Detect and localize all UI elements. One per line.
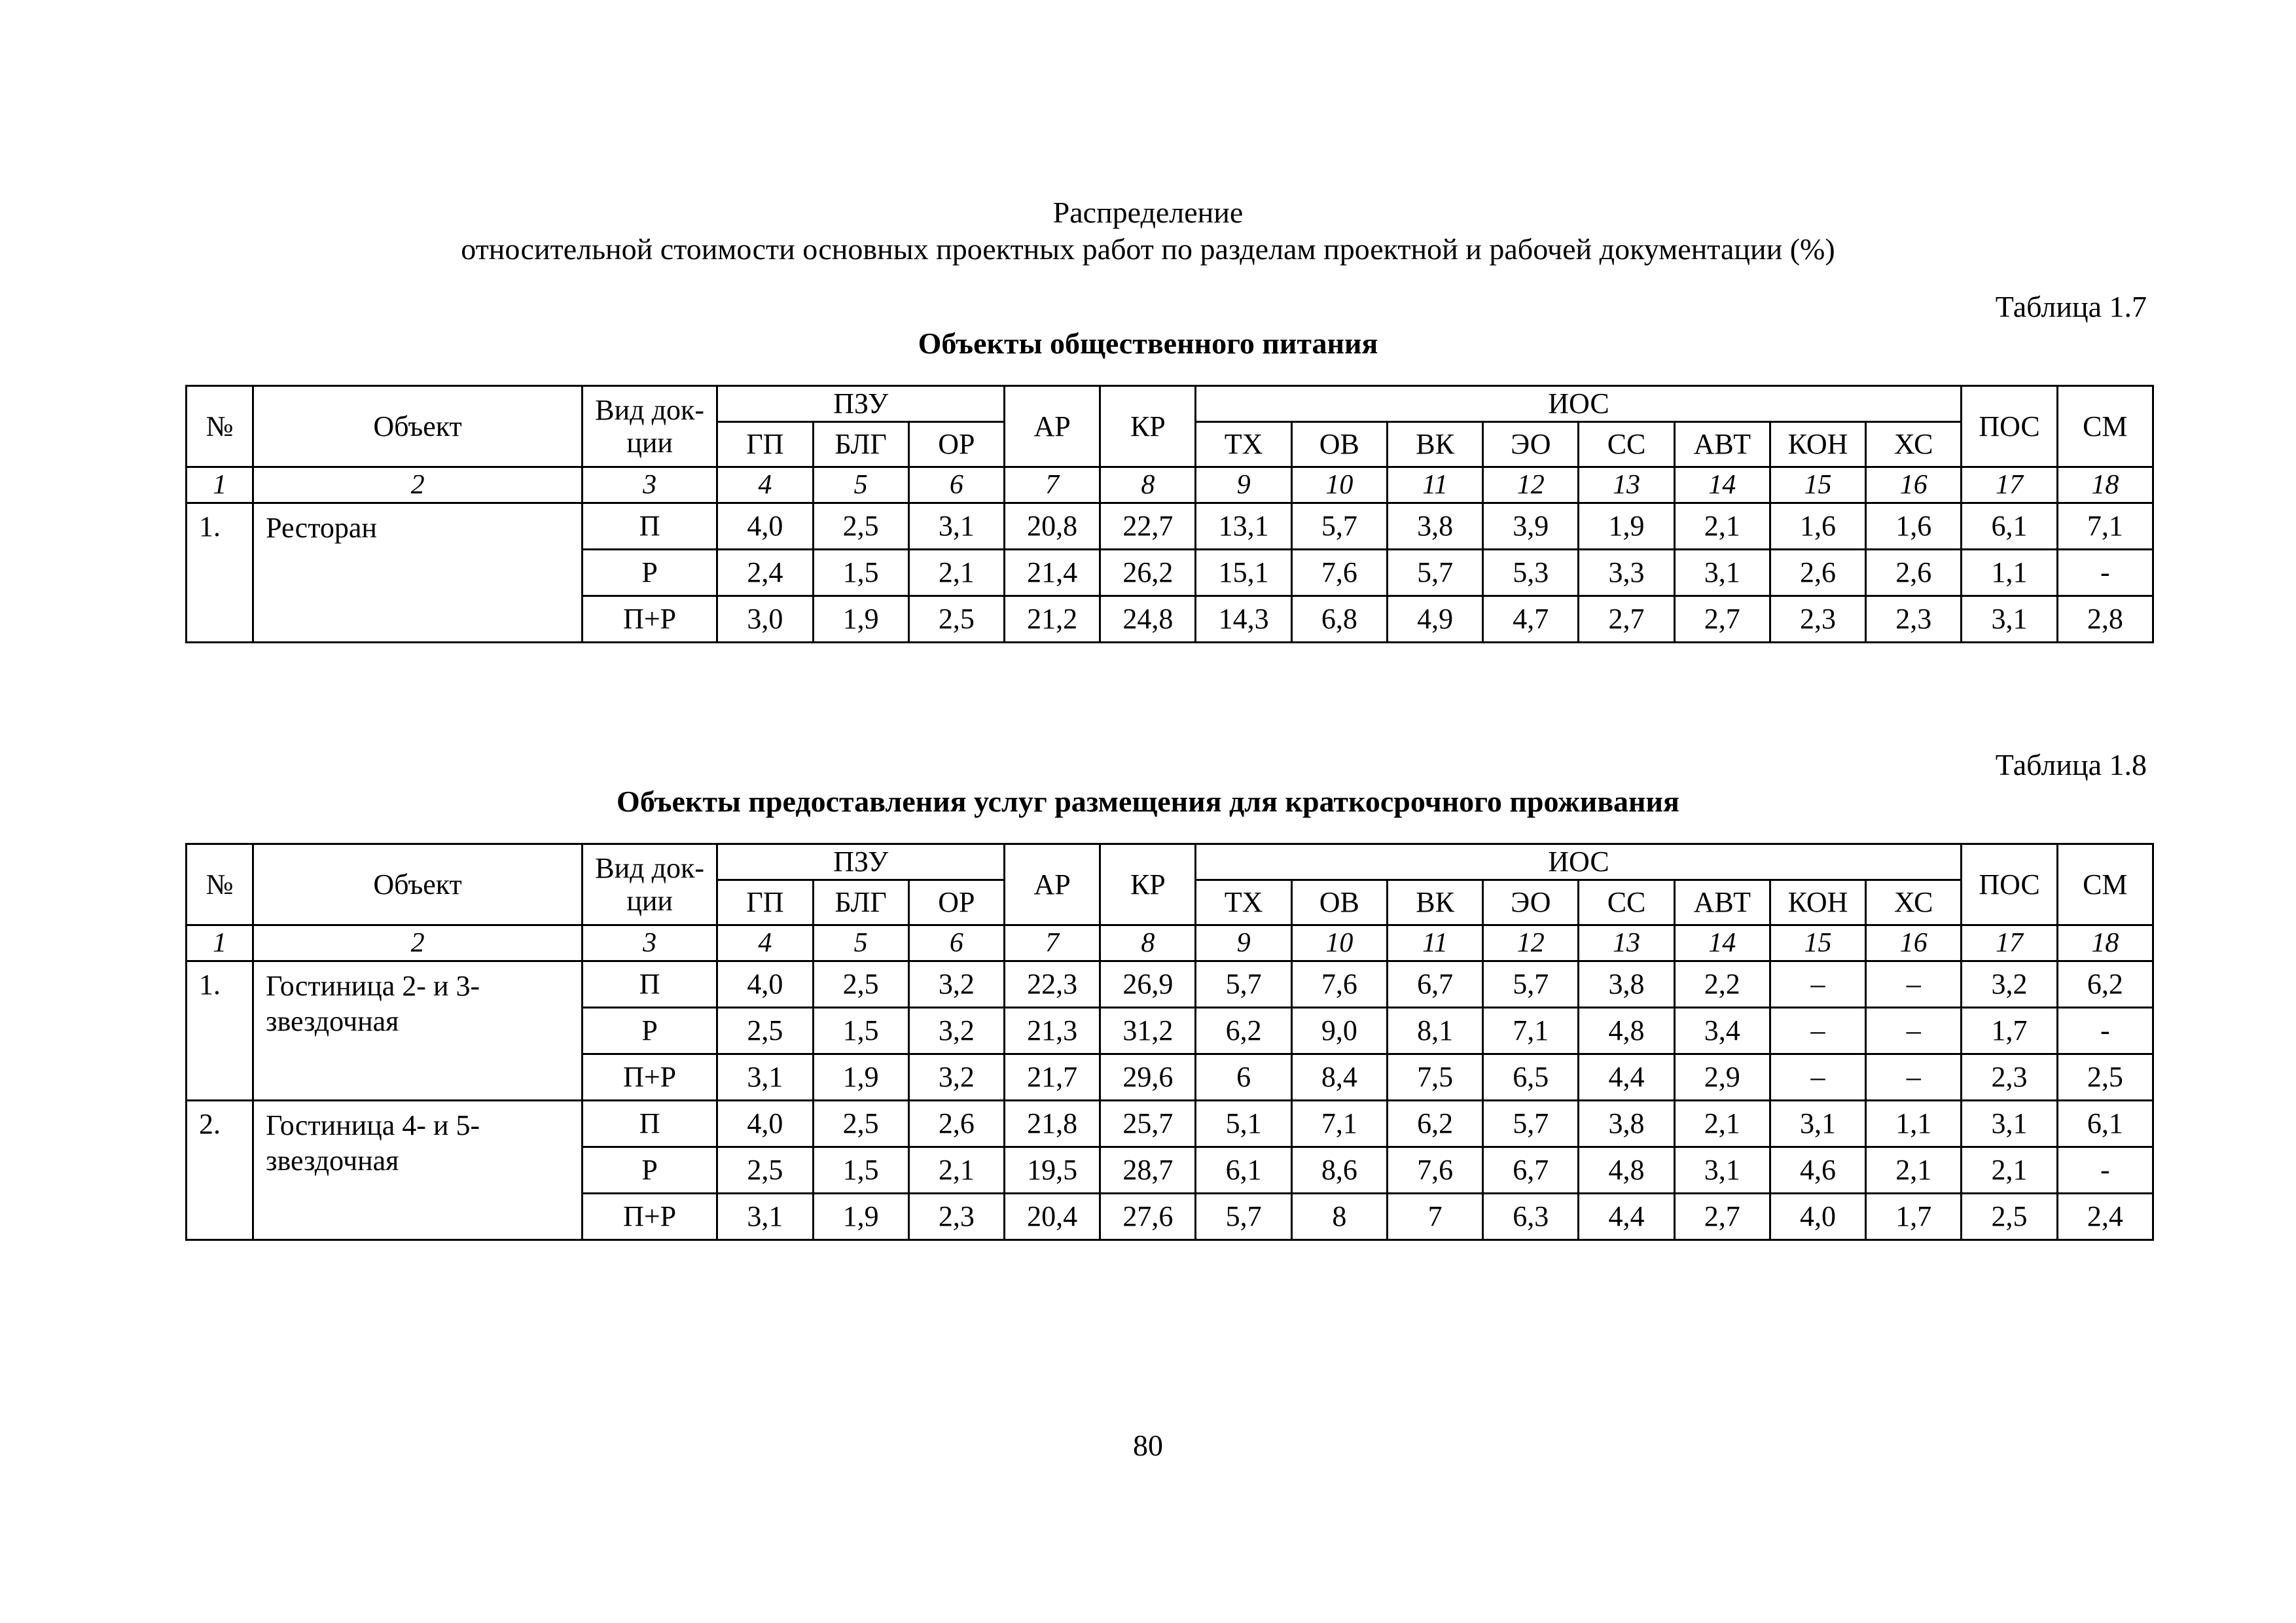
value-cell-ss: 3,8: [1579, 961, 1674, 1008]
value-cell-sm: 2,5: [2057, 1054, 2153, 1101]
value-cell-eo: 6,7: [1483, 1147, 1579, 1194]
value-cell-ov: 9,0: [1291, 1008, 1387, 1054]
value-cell-pos: 3,1: [1962, 596, 2057, 643]
value-cell-or: 2,3: [908, 1194, 1004, 1240]
value-cell-ss: 3,8: [1579, 1101, 1674, 1147]
value-cell-eo: 4,7: [1483, 596, 1579, 643]
value-cell-gp: 4,0: [717, 503, 813, 550]
column-number: 12: [1483, 925, 1579, 961]
value-cell-avt: 2,9: [1674, 1054, 1770, 1101]
value-cell-pos: 3,2: [1962, 961, 2057, 1008]
value-cell-tx: 5,1: [1196, 1101, 1291, 1147]
col-header-object: Объект: [253, 844, 583, 925]
column-number: 7: [1005, 467, 1100, 503]
value-cell-or: 3,2: [908, 961, 1004, 1008]
header-row-top: [187, 844, 2153, 880]
column-number: 10: [1291, 925, 1387, 961]
value-cell-kr: 25,7: [1100, 1101, 1196, 1147]
value-cell-xs: 1,7: [1866, 1194, 1962, 1240]
table-row: [187, 1101, 2153, 1147]
value-cell-xs: 2,3: [1866, 596, 1962, 643]
value-cell-ov: 5,7: [1291, 503, 1387, 550]
value-cell-vk: 6,2: [1387, 1101, 1482, 1147]
value-cell-kr: 28,7: [1100, 1147, 1196, 1194]
value-cell-ar: 20,8: [1005, 503, 1100, 550]
value-cell-avt: 2,2: [1674, 961, 1770, 1008]
value-cell-kon: –: [1770, 1054, 1865, 1101]
document-heading-line-1: Распределение: [1052, 196, 1244, 229]
column-number: 17: [1962, 925, 2057, 961]
value-cell-kr: 22,7: [1100, 503, 1196, 550]
col-header-xs: ХС: [1866, 880, 1962, 925]
value-cell-xs: –: [1866, 1008, 1962, 1054]
col-header-kr: КР: [1100, 844, 1196, 925]
doc-type-cell: П: [582, 961, 717, 1008]
object-name-cell: Гостиница 2- и 3-звездочная: [253, 961, 583, 1101]
column-number: 2: [253, 925, 583, 961]
column-number: 11: [1387, 467, 1482, 503]
col-header-xs: ХС: [1866, 422, 1962, 467]
column-number-row: [187, 925, 2153, 961]
value-cell-ar: 21,3: [1005, 1008, 1100, 1054]
col-header-blg: БЛГ: [813, 880, 908, 925]
object-name-cell: Гостиница 4- и 5-звездочная: [253, 1101, 583, 1240]
value-cell-eo: 5,7: [1483, 961, 1579, 1008]
col-header-ss: СС: [1579, 880, 1674, 925]
column-number: 6: [908, 925, 1004, 961]
column-number-row: [187, 467, 2153, 503]
col-header-gp: ГП: [717, 422, 813, 467]
col-header-ios: ИОС: [1196, 386, 1962, 422]
value-cell-or: 3,2: [908, 1008, 1004, 1054]
column-number: 3: [582, 467, 717, 503]
value-cell-kr: 26,2: [1100, 550, 1196, 596]
col-header-ar: АР: [1005, 844, 1100, 925]
value-cell-or: 2,1: [908, 1147, 1004, 1194]
value-cell-tx: 14,3: [1196, 596, 1291, 643]
column-number: 17: [1962, 467, 2057, 503]
col-header-sm: СМ: [2057, 386, 2153, 467]
value-cell-gp: 2,5: [717, 1008, 813, 1054]
value-cell-vk: 5,7: [1387, 550, 1482, 596]
col-header-kr: КР: [1100, 386, 1196, 467]
value-cell-or: 3,1: [908, 503, 1004, 550]
value-cell-eo: 6,5: [1483, 1054, 1579, 1101]
value-cell-kr: 31,2: [1100, 1008, 1196, 1054]
value-cell-blg: 1,5: [813, 1008, 908, 1054]
value-cell-pos: 6,1: [1962, 503, 2057, 550]
table-1-8-number: Таблица 1.8: [1995, 748, 2147, 781]
value-cell-sm: -: [2057, 1008, 2153, 1054]
doc-type-cell: П+Р: [582, 1194, 717, 1240]
table-row: [187, 503, 2153, 550]
column-number: 8: [1100, 467, 1196, 503]
value-cell-ar: 21,8: [1005, 1101, 1100, 1147]
value-cell-ss: 4,4: [1579, 1054, 1674, 1101]
value-cell-avt: 2,1: [1674, 503, 1770, 550]
value-cell-kon: 4,6: [1770, 1147, 1865, 1194]
value-cell-ov: 7,6: [1291, 550, 1387, 596]
col-header-vk: ВК: [1387, 880, 1482, 925]
col-header-kon: КОН: [1770, 880, 1865, 925]
col-header-no: №: [187, 386, 253, 467]
object-name-cell: Ресторан: [253, 503, 583, 643]
value-cell-kr: 24,8: [1100, 596, 1196, 643]
value-cell-gp: 3,0: [717, 596, 813, 643]
value-cell-or: 2,6: [908, 1101, 1004, 1147]
value-cell-avt: 2,7: [1674, 596, 1770, 643]
doc-type-cell: П: [582, 1101, 717, 1147]
col-header-tx: ТХ: [1196, 880, 1291, 925]
value-cell-blg: 2,5: [813, 1101, 908, 1147]
column-number: 3: [582, 925, 717, 961]
value-cell-gp: 4,0: [717, 961, 813, 1008]
col-header-vk: ВК: [1387, 422, 1482, 467]
col-header-kon: КОН: [1770, 422, 1865, 467]
value-cell-blg: 1,9: [813, 1194, 908, 1240]
value-cell-ss: 4,8: [1579, 1008, 1674, 1054]
table-row: [187, 961, 2153, 1008]
column-number: 1: [187, 467, 253, 503]
column-number: 4: [717, 467, 813, 503]
value-cell-tx: 6,2: [1196, 1008, 1291, 1054]
value-cell-avt: 3,1: [1674, 550, 1770, 596]
value-cell-gp: 3,1: [717, 1194, 813, 1240]
table-1-7-title: Объекты общественного питания: [918, 327, 1378, 360]
value-cell-kon: 1,6: [1770, 503, 1865, 550]
column-number: 11: [1387, 925, 1482, 961]
value-cell-eo: 7,1: [1483, 1008, 1579, 1054]
value-cell-pos: 1,7: [1962, 1008, 2057, 1054]
value-cell-vk: 7: [1387, 1194, 1482, 1240]
row-number-cell: 1.: [187, 961, 253, 1101]
value-cell-tx: 6: [1196, 1054, 1291, 1101]
value-cell-tx: 15,1: [1196, 550, 1291, 596]
value-cell-kon: 2,3: [1770, 596, 1865, 643]
value-cell-ss: 2,7: [1579, 596, 1674, 643]
value-cell-ov: 7,6: [1291, 961, 1387, 1008]
column-number: 14: [1674, 925, 1770, 961]
column-number: 18: [2057, 925, 2153, 961]
value-cell-sm: 6,1: [2057, 1101, 2153, 1147]
table-1-8: [185, 843, 2154, 1241]
header-row-top: [187, 386, 2153, 422]
column-number: 5: [813, 925, 908, 961]
col-header-avt: АВТ: [1674, 422, 1770, 467]
value-cell-blg: 1,5: [813, 1147, 908, 1194]
col-header-ss: СС: [1579, 422, 1674, 467]
col-header-avt: АВТ: [1674, 880, 1770, 925]
col-header-no: №: [187, 844, 253, 925]
column-number: 15: [1770, 925, 1865, 961]
value-cell-ov: 8,6: [1291, 1147, 1387, 1194]
col-header-ov: ОВ: [1291, 422, 1387, 467]
col-header-object: Объект: [253, 386, 583, 467]
value-cell-tx: 6,1: [1196, 1147, 1291, 1194]
doc-type-cell: Р: [582, 1147, 717, 1194]
value-cell-or: 2,1: [908, 550, 1004, 596]
value-cell-pos: 1,1: [1962, 550, 2057, 596]
col-header-ar: АР: [1005, 386, 1100, 467]
col-header-pzu: ПЗУ: [717, 844, 1005, 880]
value-cell-ar: 20,4: [1005, 1194, 1100, 1240]
doc-type-cell: П+Р: [582, 1054, 717, 1101]
column-number: 18: [2057, 467, 2153, 503]
value-cell-gp: 3,1: [717, 1054, 813, 1101]
value-cell-avt: 3,4: [1674, 1008, 1770, 1054]
value-cell-kon: –: [1770, 1008, 1865, 1054]
doc-type-cell: Р: [582, 1008, 717, 1054]
value-cell-sm: 2,8: [2057, 596, 2153, 643]
row-number-cell: 1.: [187, 503, 253, 643]
value-cell-sm: -: [2057, 1147, 2153, 1194]
value-cell-eo: 6,3: [1483, 1194, 1579, 1240]
col-header-sm: СМ: [2057, 844, 2153, 925]
value-cell-blg: 1,9: [813, 596, 908, 643]
value-cell-avt: 2,1: [1674, 1101, 1770, 1147]
value-cell-pos: 2,3: [1962, 1054, 2057, 1101]
value-cell-tx: 5,7: [1196, 1194, 1291, 1240]
value-cell-eo: 5,3: [1483, 550, 1579, 596]
value-cell-kr: 27,6: [1100, 1194, 1196, 1240]
value-cell-blg: 1,9: [813, 1054, 908, 1101]
col-header-tx: ТХ: [1196, 422, 1291, 467]
col-header-pos: ПОС: [1962, 844, 2057, 925]
col-header-or: ОР: [908, 880, 1004, 925]
column-number: 9: [1196, 467, 1291, 503]
column-number: 15: [1770, 467, 1865, 503]
value-cell-sm: 2,4: [2057, 1194, 2153, 1240]
doc-type-cell: П: [582, 503, 717, 550]
value-cell-blg: 2,5: [813, 961, 908, 1008]
table-1-8-title: Объекты предоставления услуг размещения для краткосрочного проживания: [617, 785, 1679, 818]
value-cell-blg: 1,5: [813, 550, 908, 596]
value-cell-pos: 3,1: [1962, 1101, 2057, 1147]
value-cell-vk: 7,6: [1387, 1147, 1482, 1194]
value-cell-vk: 8,1: [1387, 1008, 1482, 1054]
row-number-cell: 2.: [187, 1101, 253, 1240]
value-cell-pos: 2,1: [1962, 1147, 2057, 1194]
table-1-7: [185, 385, 2154, 643]
value-cell-sm: 7,1: [2057, 503, 2153, 550]
value-cell-ov: 8,4: [1291, 1054, 1387, 1101]
column-number: 1: [187, 925, 253, 961]
value-cell-eo: 3,9: [1483, 503, 1579, 550]
value-cell-kon: –: [1770, 961, 1865, 1008]
value-cell-gp: 4,0: [717, 1101, 813, 1147]
column-number: 16: [1866, 467, 1962, 503]
col-header-blg: БЛГ: [813, 422, 908, 467]
value-cell-kon: 2,6: [1770, 550, 1865, 596]
column-number: 9: [1196, 925, 1291, 961]
col-header-doc-type: Вид док-ции: [582, 386, 717, 467]
value-cell-ov: 8: [1291, 1194, 1387, 1240]
value-cell-ar: 21,7: [1005, 1054, 1100, 1101]
value-cell-eo: 5,7: [1483, 1101, 1579, 1147]
value-cell-ss: 3,3: [1579, 550, 1674, 596]
value-cell-xs: 2,6: [1866, 550, 1962, 596]
col-header-ios: ИОС: [1196, 844, 1962, 880]
col-header-doc-type: Вид док-ции: [582, 844, 717, 925]
table-1-7-number: Таблица 1.7: [1995, 290, 2147, 323]
value-cell-ar: 21,2: [1005, 596, 1100, 643]
value-cell-gp: 2,5: [717, 1147, 813, 1194]
value-cell-vk: 6,7: [1387, 961, 1482, 1008]
value-cell-kon: 3,1: [1770, 1101, 1865, 1147]
value-cell-xs: 1,1: [1866, 1101, 1962, 1147]
value-cell-ov: 7,1: [1291, 1101, 1387, 1147]
column-number: 13: [1579, 467, 1674, 503]
column-number: 7: [1005, 925, 1100, 961]
value-cell-xs: 1,6: [1866, 503, 1962, 550]
column-number: 12: [1483, 467, 1579, 503]
value-cell-ss: 4,8: [1579, 1147, 1674, 1194]
value-cell-vk: 3,8: [1387, 503, 1482, 550]
column-number: 6: [908, 467, 1004, 503]
col-header-ov: ОВ: [1291, 880, 1387, 925]
value-cell-tx: 5,7: [1196, 961, 1291, 1008]
value-cell-ar: 21,4: [1005, 550, 1100, 596]
value-cell-kr: 26,9: [1100, 961, 1196, 1008]
value-cell-or: 3,2: [908, 1054, 1004, 1101]
column-number: 2: [253, 467, 583, 503]
column-number: 13: [1579, 925, 1674, 961]
value-cell-xs: –: [1866, 1054, 1962, 1101]
col-header-eo: ЭО: [1483, 422, 1579, 467]
column-number: 5: [813, 467, 908, 503]
col-header-pzu: ПЗУ: [717, 386, 1005, 422]
col-header-eo: ЭО: [1483, 880, 1579, 925]
value-cell-sm: -: [2057, 550, 2153, 596]
value-cell-gp: 2,4: [717, 550, 813, 596]
value-cell-ov: 6,8: [1291, 596, 1387, 643]
value-cell-ar: 19,5: [1005, 1147, 1100, 1194]
col-header-pos: ПОС: [1962, 386, 2057, 467]
value-cell-tx: 13,1: [1196, 503, 1291, 550]
value-cell-kon: 4,0: [1770, 1194, 1865, 1240]
value-cell-blg: 2,5: [813, 503, 908, 550]
value-cell-avt: 3,1: [1674, 1147, 1770, 1194]
value-cell-xs: –: [1866, 961, 1962, 1008]
column-number: 10: [1291, 467, 1387, 503]
value-cell-vk: 4,9: [1387, 596, 1482, 643]
value-cell-ss: 4,4: [1579, 1194, 1674, 1240]
column-number: 14: [1674, 467, 1770, 503]
doc-type-cell: Р: [582, 550, 717, 596]
value-cell-pos: 2,5: [1962, 1194, 2057, 1240]
value-cell-ss: 1,9: [1579, 503, 1674, 550]
document-heading-line-2: относительной стоимости основных проектных работ по разделам проектной и рабочей документации (%): [461, 232, 1835, 266]
value-cell-sm: 6,2: [2057, 961, 2153, 1008]
col-header-gp: ГП: [717, 880, 813, 925]
col-header-or: ОР: [908, 422, 1004, 467]
column-number: 8: [1100, 925, 1196, 961]
value-cell-vk: 7,5: [1387, 1054, 1482, 1101]
doc-type-cell: П+Р: [582, 596, 717, 643]
column-number: 16: [1866, 925, 1962, 961]
value-cell-or: 2,5: [908, 596, 1004, 643]
value-cell-kr: 29,6: [1100, 1054, 1196, 1101]
value-cell-xs: 2,1: [1866, 1147, 1962, 1194]
value-cell-ar: 22,3: [1005, 961, 1100, 1008]
column-number: 4: [717, 925, 813, 961]
page-number: 80: [1133, 1429, 1163, 1462]
value-cell-avt: 2,7: [1674, 1194, 1770, 1240]
